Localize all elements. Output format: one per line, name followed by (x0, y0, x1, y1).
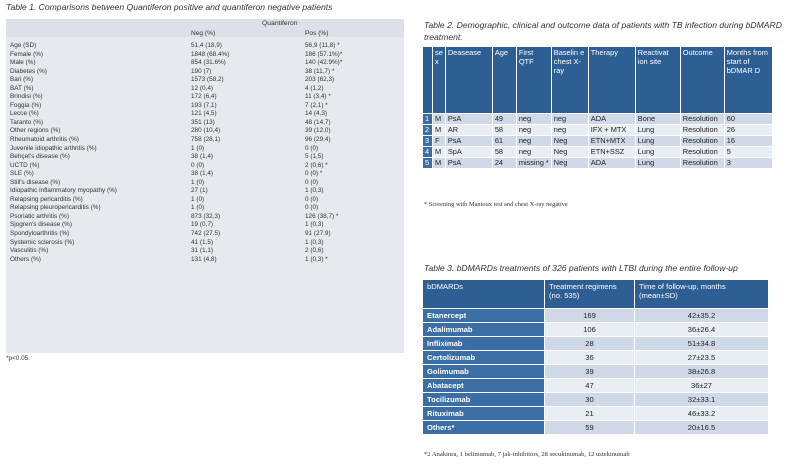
table3-row (423, 421, 769, 435)
table1-row-label: Rheumatoid arthritis (%) (10, 136, 79, 144)
table1-row-label: Taranto (%) (10, 118, 44, 126)
table2-cell: M (433, 158, 446, 169)
table1-row-label: Brindisi (%) (10, 93, 43, 101)
table1-cell-pos: 4 (1,2) (305, 84, 324, 92)
table2-row-index: 5 (423, 158, 433, 169)
table1-cell-pos: 126 (38,7) * (305, 212, 339, 220)
table1-cell-pos: 1 (0,3) (305, 238, 324, 246)
table1-cell-pos: 14 (4,3) (305, 110, 328, 118)
table1-cell-pos: 1 (0,3) * (305, 255, 328, 263)
table1-row (6, 179, 404, 188)
table1-cell-pos: 140 (42.9%)* (305, 59, 343, 67)
table2-header-cell: Age (492, 47, 516, 114)
table2-cell: Resolution (680, 136, 724, 147)
table1-cell-neg: 31 (1,1) (191, 247, 214, 255)
table3-cell: 36 (545, 351, 635, 365)
table3-cell: 36±26.4 (635, 323, 769, 337)
table1-row (6, 42, 404, 51)
table3-drug-name: Tocilizumab (423, 393, 545, 407)
table1-cell-neg: 1 (0) (191, 195, 205, 203)
table3-cell: 32±33.1 (635, 393, 769, 407)
table1-row (6, 221, 404, 230)
table1-cell-neg: 351 (13) (191, 118, 215, 126)
table1-row (6, 145, 404, 154)
table2-header-cell: Reactivat ion site (635, 47, 680, 114)
table2-body (423, 114, 773, 169)
table3-drug-name: Adalimumab (423, 323, 545, 337)
table3-row (423, 309, 769, 323)
table1-row-label: Foggia (%) (10, 101, 42, 109)
table3-cell: 42±35.2 (635, 309, 769, 323)
table1-row (6, 204, 404, 213)
table1-footnote: *p<0.05. (6, 355, 30, 362)
table3-drug-name: Others* (423, 421, 545, 435)
table1-col-pos-header: Pos (%) (305, 30, 329, 37)
table1-cell-neg: 38 (1,4) (191, 153, 214, 161)
table1-row-label: Vasculitis (%) (10, 247, 49, 255)
table2-row-index: 4 (423, 147, 433, 158)
table2-header-cell: Outcome (680, 47, 724, 114)
table1-cell-pos: 0 (0) (305, 178, 319, 186)
table1-cell-neg: 854 (31.6%) (191, 59, 226, 67)
table2-cell: missing * (516, 158, 551, 169)
table1-cell-pos: 203 (62,3) (305, 76, 335, 84)
table1-cell-neg: 1573 (58,2) (191, 76, 224, 84)
table2-cell: 26 (724, 125, 772, 136)
table1-row-label: Other regions (%) (10, 127, 61, 135)
table1-cell-neg: 742 (27.5) (191, 230, 221, 238)
table3-drug-name: Certolizumab (423, 351, 545, 365)
table2-cell: neg (551, 114, 588, 125)
table2-cell: M (433, 114, 446, 125)
table2-cell: PsA (445, 136, 492, 147)
table3-header-cell: Treatment regimens (no. 535) (545, 280, 635, 309)
table3-header-cell: bDMARDs (423, 280, 545, 309)
table2-cell: IFX + MTX (588, 125, 635, 136)
table1-row-label: Relapsing pleuropericarditis (%) (10, 204, 101, 212)
table1-row-label: Spondyloarthritis (%) (10, 230, 70, 238)
table2-header-cell: Baselin e chest X-ray (551, 47, 588, 114)
table2-cell: M (433, 147, 446, 158)
table1-row (6, 93, 404, 102)
table1-row (6, 102, 404, 111)
table2-cell: 61 (492, 136, 516, 147)
table3-cell: 38±26.8 (635, 365, 769, 379)
table1-cell-neg: 131 (4,8) (191, 255, 217, 263)
table3-body (423, 309, 769, 435)
table2-cell: Neg (551, 158, 588, 169)
table1-title: Table 1. Comparisons between Quantiferon positive and quantiferon negative patients (6, 2, 333, 12)
table1-cell-neg: 12 (0,4) (191, 84, 214, 92)
table3-row (423, 365, 769, 379)
table2-cell: neg (516, 114, 551, 125)
table2-row-index: 1 (423, 114, 433, 125)
table2-cell: neg (516, 125, 551, 136)
table1-row (6, 187, 404, 196)
table2-cell: Resolution (680, 147, 724, 158)
table1-row (6, 110, 404, 119)
table2-cell: PsA (445, 114, 492, 125)
table3-row (423, 407, 769, 421)
table2-cell: Lung (635, 136, 680, 147)
table1-row-label: Diabetes (%) (10, 67, 47, 75)
table2-row-index: 2 (423, 125, 433, 136)
table1-cell-neg: 190 (7) (191, 67, 212, 75)
table2-footnote: * Screening with Mantoux test and chest X-ray negative (424, 201, 568, 208)
table1-row-label: Juvenile idiopathic arthritis (%) (10, 144, 97, 152)
table1-cell-pos: 0 (0) (305, 195, 319, 203)
table1-row (6, 59, 404, 68)
table1-cell-neg: 193 (7,1) (191, 101, 217, 109)
table3-cell: 20±16.5 (635, 421, 769, 435)
table1-cell-neg: 27 (1) (191, 187, 208, 195)
table1-row (6, 153, 404, 162)
table2-cell: Neg (551, 136, 588, 147)
table1-row-label: Relapsing pericarditis (%) (10, 195, 83, 203)
table3-cell: 59 (545, 421, 635, 435)
table1-row (6, 127, 404, 136)
table2-cell: Resolution (680, 158, 724, 169)
table1-cell-neg: 0 (0) (191, 161, 205, 169)
table1-cell-neg: 758 (28,1) (191, 136, 221, 144)
table3-cell: 47 (545, 379, 635, 393)
table1-cell-neg: 1 (0) (191, 204, 205, 212)
table3-title: Table 3. bDMARDs treatments of 326 patients with LTBI during the entire follow-up (424, 263, 738, 273)
table3-row (423, 379, 769, 393)
table3-cell: 30 (545, 393, 635, 407)
table1-row-label: Behçet's disease (%) (10, 153, 70, 161)
table1-cell-pos: 39 (12,0) (305, 127, 331, 135)
table1-cell-pos: 5 (1,5) (305, 153, 324, 161)
table1-cell-pos: 56,9 (11,8) * (305, 42, 340, 49)
table3-drug-name: Rituximab (423, 407, 545, 421)
table1-cell-neg: 51,4 (18,9) (191, 42, 222, 49)
table1-row (6, 85, 404, 94)
table1-cell-neg: 121 (4,5) (191, 110, 217, 118)
table2-header-cell: Therapy (588, 47, 635, 114)
table1-row (6, 230, 404, 239)
table2-title: Table 2. Demographic, clinical and outcome data of patients with TB infection during bDMARD treatment. (424, 20, 782, 42)
table3 (422, 279, 769, 435)
table3-header-cell: Time of follow-up, months (mean±SD) (635, 280, 769, 309)
table1-col-neg-header: Neg (%) (191, 30, 216, 37)
table3-cell: 28 (545, 337, 635, 351)
table1-row-label: Male (%) (10, 59, 36, 67)
table1-row-label: Bari (%) (10, 76, 34, 84)
table1-cell-neg: 1848 (68.4%) (191, 50, 230, 58)
table1-cell-pos: 186 (57.1%)* (305, 50, 343, 58)
table2-cell: PsA (445, 158, 492, 169)
table1-row (6, 256, 404, 265)
table1-row (6, 76, 404, 85)
table2-cell: ADA (588, 158, 635, 169)
table1-cell-pos: 38 (11,7) * (305, 67, 335, 75)
table2-cell: ETN+SSZ (588, 147, 635, 158)
table1-cell-neg: 1 (0) (191, 144, 205, 152)
table3-cell: 169 (545, 309, 635, 323)
table2-row-index: 3 (423, 136, 433, 147)
table3-cell: 36±27 (635, 379, 769, 393)
table2-header-cell: Deasease (445, 47, 492, 114)
table3-drug-name: Infliximab (423, 337, 545, 351)
table2-cell: Lung (635, 147, 680, 158)
table1-row-label: Lecce (%) (10, 110, 39, 118)
table2-header-cell: First QTF (516, 47, 551, 114)
table1-cell-pos: 1 (0,3) (305, 187, 324, 195)
table1-row-label: Idiopathic inflammatory myopathy (%) (10, 187, 117, 195)
table3-cell: 106 (545, 323, 635, 337)
table1-body (6, 42, 404, 264)
table1-row (6, 239, 404, 248)
table1-row-label: UCTD (%) (10, 161, 40, 169)
table1-row-label: Age (SD) (10, 42, 37, 49)
table1-cell-neg: 1 (0) (191, 178, 205, 186)
table2-cell: 60 (724, 114, 772, 125)
table2-header-cell: Months from start of bDMAR D (724, 47, 772, 114)
table1-cell-pos: 96 (29,4) (305, 136, 331, 144)
table1-cell-pos: 7 (2,1) * (305, 101, 328, 109)
table2-cell: neg (551, 125, 588, 136)
table1-cell-pos: 0 (0) * (305, 170, 323, 178)
table2-cell: 58 (492, 147, 516, 158)
table2-header-cell (423, 47, 433, 114)
table2-cell: SpA (445, 147, 492, 158)
table3-drug-name: Etanercept (423, 309, 545, 323)
table1-cell-neg: 172 (6,4) (191, 93, 217, 101)
table1-row (6, 136, 404, 145)
table2-cell: Neg (551, 147, 588, 158)
table2-cell: Bone (635, 114, 680, 125)
table1-row (6, 170, 404, 179)
table1-cell-neg: 873 (32,3) (191, 212, 221, 220)
table1-cell-neg: 280 (10,4) (191, 127, 221, 135)
table1-row (6, 213, 404, 222)
table1-row-label: Female (%) (10, 50, 44, 58)
table2-row (423, 125, 773, 136)
table1-row-label: BAT (%) (10, 84, 34, 92)
table1-row-label: Others (%) (10, 255, 41, 263)
table2-row (423, 136, 773, 147)
table2-cell: F (433, 136, 446, 147)
table2-cell: ETN+MTX (588, 136, 635, 147)
table2-cell: Resolution (680, 114, 724, 125)
table2-cell: Lung (635, 125, 680, 136)
table2 (422, 46, 773, 169)
table2-row (423, 114, 773, 125)
table1-cell-pos: 91 (27.9) (305, 230, 331, 238)
table1-cell-pos: 2 (0,6) (305, 247, 324, 255)
table2-cell: neg (516, 136, 551, 147)
table3-row (423, 323, 769, 337)
table1-row-label: Sjogren's disease (%) (10, 221, 72, 229)
table2-cell: 3 (724, 158, 772, 169)
table2-row (423, 147, 773, 158)
table2-cell: neg (516, 147, 551, 158)
table1-row (6, 196, 404, 205)
table1-row (6, 119, 404, 128)
table2-cell: 58 (492, 125, 516, 136)
table2-cell: 24 (492, 158, 516, 169)
table2-header-row (423, 47, 773, 114)
table1-row-label: Still's disease (%) (10, 178, 61, 186)
table3-cell: 46±33.2 (635, 407, 769, 421)
table3-drug-name: Golimumab (423, 365, 545, 379)
table3-row (423, 351, 769, 365)
table3-header-row (423, 280, 769, 309)
table1-cell-neg: 41 (1,5) (191, 238, 214, 246)
table1-cell-neg: 19 (0,7) (191, 221, 214, 229)
table3-cell: 39 (545, 365, 635, 379)
table1-cell-pos: 1 (0,3) (305, 221, 324, 229)
table1-row (6, 51, 404, 60)
table3-cell: 21 (545, 407, 635, 421)
table2-cell: M (433, 125, 446, 136)
table2-header-cell: se x (433, 47, 446, 114)
table1-cell-pos: 2 (0,6) * (305, 161, 328, 169)
table1-row-label: Psoriatic arthritis (%) (10, 212, 69, 220)
table1-row-label: SLE (%) (10, 170, 34, 178)
table3-footnote: *2 Anakinra, 1 belimumab, 7 jak-inhibitors, 28 secukinumab, 12 ustekinumab (424, 451, 630, 458)
table2-cell: Lung (635, 158, 680, 169)
table2-cell: Resolution (680, 125, 724, 136)
table1-row (6, 68, 404, 77)
table1-row (6, 247, 404, 256)
table3-cell: 51±34.8 (635, 337, 769, 351)
table1-cell-neg: 38 (1,4) (191, 170, 214, 178)
table2-cell: 16 (724, 136, 772, 147)
table2-cell: 5 (724, 147, 772, 158)
table1-cell-pos: 11 (3,4) * (305, 93, 331, 101)
table3-drug-name: Abatacept (423, 379, 545, 393)
table2-cell: 49 (492, 114, 516, 125)
table1-cell-pos: 48 (14,7) (305, 118, 331, 126)
table2-cell: ADA (588, 114, 635, 125)
table2-cell: AR (445, 125, 492, 136)
table1-row (6, 162, 404, 171)
table3-row (423, 337, 769, 351)
table2-row (423, 158, 773, 169)
table1-cell-pos: 0 (0) (305, 204, 319, 212)
table1-cell-pos: 0 (0) (305, 144, 319, 152)
table3-row (423, 393, 769, 407)
table1-row-label: Systemic sclerosis (%) (10, 238, 75, 246)
table1-group-header: Quantiferon (262, 20, 298, 27)
table3-cell: 27±23.5 (635, 351, 769, 365)
